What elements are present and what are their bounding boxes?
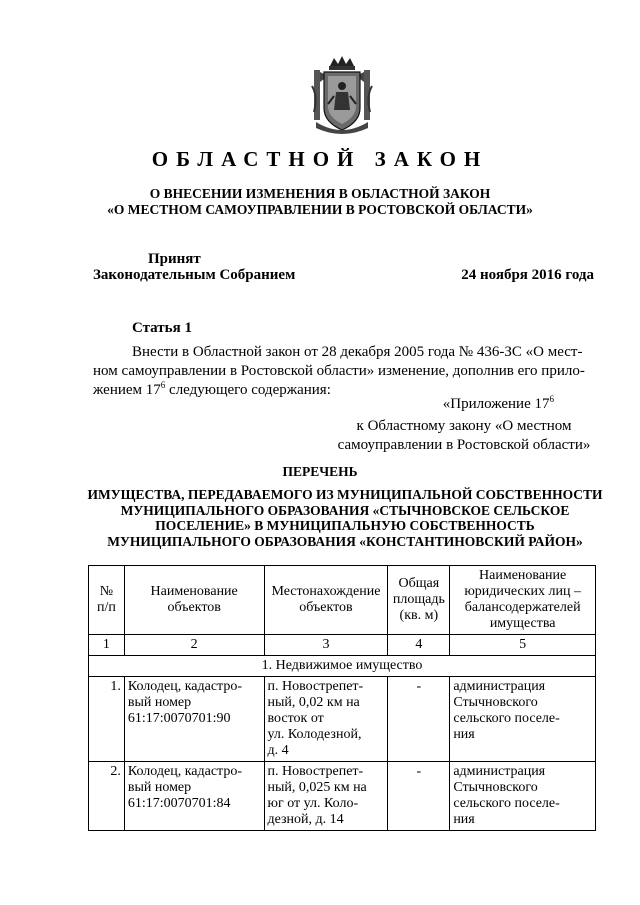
holder-cell	[450, 762, 596, 831]
cell-text: п. Новострепет-	[267, 764, 364, 779]
cell-text: ния	[453, 812, 475, 827]
appendix-reference-line: к Областному закону «О местном	[356, 418, 572, 434]
cell-text: дезной, д. 14	[267, 812, 344, 827]
article-heading: Статья 1	[132, 320, 192, 336]
table-row	[89, 677, 596, 762]
cell-text: 61:17:0070701:84	[127, 796, 231, 811]
section-heading: 1. Недвижимое имущество	[89, 656, 596, 677]
header-text: объектов	[167, 600, 221, 615]
header-text: Местонахождение	[271, 584, 381, 599]
column-number: 2	[124, 635, 264, 656]
header-text: юридических лиц –	[464, 584, 581, 599]
header-text: Общая	[398, 576, 440, 591]
cell-text: Стычновского	[453, 780, 538, 795]
list-subtitle	[0, 487, 640, 549]
law-title: ОБЛАСТНОЙ ЗАКОН	[151, 147, 489, 171]
law-subtitle-line: О ВНЕСЕНИИ ИЗМЕНЕНИЯ В ОБЛАСТНОЙ ЗАКОН	[149, 186, 491, 201]
table-header-row	[89, 566, 596, 635]
object-name-cell	[124, 677, 264, 762]
accepted-label: Принят	[148, 251, 201, 267]
cell-text: администрация	[453, 764, 546, 779]
cell-text: ный, 0,025 км на	[267, 780, 367, 795]
object-name-cell	[124, 762, 264, 831]
article-line: Внести в Областной закон от 28 декабря 2005 года № 436-ЗС «О мест-	[132, 344, 583, 360]
cell-text: ул. Колодезной,	[267, 727, 362, 742]
object-location-cell	[264, 762, 388, 831]
row-number: 2.	[89, 762, 125, 831]
column-number: 3	[264, 635, 388, 656]
list-subtitle-line: ИМУЩЕСТВА, ПЕРЕДАВАЕМОГО ИЗ МУНИЦИПАЛЬНОЙ СОБСТВЕННОСТИ	[87, 487, 603, 502]
list-subtitle-line: МУНИЦИПАЛЬНОГО ОБРАЗОВАНИЯ «КОНСТАНТИНОВСКИЙ РАЙОН»	[107, 533, 583, 549]
cell-text: юг от ул. Коло-	[267, 796, 359, 811]
header-text: (кв. м)	[399, 608, 439, 623]
law-subtitle-line: «О МЕСТНОМ САМОУПРАВЛЕНИИ В РОСТОВСКОЙ ОБЛАСТИ»	[107, 202, 533, 217]
column-number: 4	[388, 635, 450, 656]
cell-text: администрация	[453, 679, 546, 694]
list-subtitle-line: МУНИЦИПАЛЬНОГО ОБРАЗОВАНИЯ «СТЫЧНОВСКОЕ СЕЛЬСКОЕ	[120, 502, 570, 518]
property-table	[88, 565, 596, 831]
table-row	[89, 762, 596, 831]
header-cell-area	[388, 566, 450, 635]
rostov-oblast-coat-of-arms-icon	[310, 56, 374, 138]
header-cell-location	[264, 566, 388, 635]
row-number: 1.	[89, 677, 125, 762]
list-title: ПЕРЕЧЕНЬ	[282, 464, 358, 479]
cell-text: ния	[453, 727, 475, 742]
appendix-reference	[334, 417, 594, 455]
appendix-label	[443, 396, 554, 413]
column-number: 5	[450, 635, 596, 656]
cell-text: вый номер	[127, 695, 192, 710]
accepted-by: Законодательным Собранием	[93, 267, 296, 283]
column-number: 1	[89, 635, 125, 656]
cell-text: 61:17:0070701:90	[127, 711, 231, 726]
section-row	[89, 656, 596, 677]
header-cell-holder	[450, 566, 596, 635]
cell-text: Колодец, кадастро-	[127, 764, 243, 779]
cell-text: вый номер	[127, 780, 192, 795]
cell-text: д. 4	[267, 743, 289, 758]
column-number-row	[89, 635, 596, 656]
object-area-cell: -	[388, 762, 450, 831]
cell-text: сельского поселе-	[453, 796, 560, 811]
header-text: имущества	[489, 616, 556, 631]
header-cell-number	[89, 566, 125, 635]
object-area-cell: -	[388, 677, 450, 762]
header-text: №	[99, 584, 114, 599]
cell-text: ный, 0,02 км на	[267, 695, 360, 710]
article-text: следующего содержания:	[165, 382, 331, 398]
superscript: 6	[549, 394, 554, 404]
header-text: Наименование	[479, 568, 567, 583]
article-text: жением 17	[93, 382, 161, 398]
adoption-date: 24 ноября 2016 года	[461, 267, 594, 283]
cell-text: сельского поселе-	[453, 711, 560, 726]
header-text: площадь	[392, 592, 445, 607]
article-line: ном самоуправлении в Ростовской области» изменение, дополнив его прило-	[93, 363, 585, 379]
appendix-reference-line: самоуправлении в Ростовской области»	[337, 437, 591, 453]
appendix-label-text: «Приложение 17	[442, 396, 550, 412]
article-body	[93, 343, 595, 400]
law-subtitle	[0, 186, 640, 218]
header-text: объектов	[299, 600, 353, 615]
list-subtitle-line: ПОСЕЛЕНИЕ» В МУНИЦИПАЛЬНУЮ СОБСТВЕННОСТЬ	[155, 518, 535, 533]
header-text: п/п	[96, 600, 116, 615]
header-cell-name	[124, 566, 264, 635]
cell-text: восток от	[267, 711, 324, 726]
cell-text: п. Новострепет-	[267, 679, 364, 694]
superscript: 6	[160, 380, 166, 390]
header-text: балансодержателей	[464, 600, 581, 615]
header-text: Наименование	[150, 584, 238, 599]
object-location-cell	[264, 677, 388, 762]
cell-text: Колодец, кадастро-	[127, 679, 243, 694]
cell-text: Стычновского	[453, 695, 538, 710]
holder-cell	[450, 677, 596, 762]
